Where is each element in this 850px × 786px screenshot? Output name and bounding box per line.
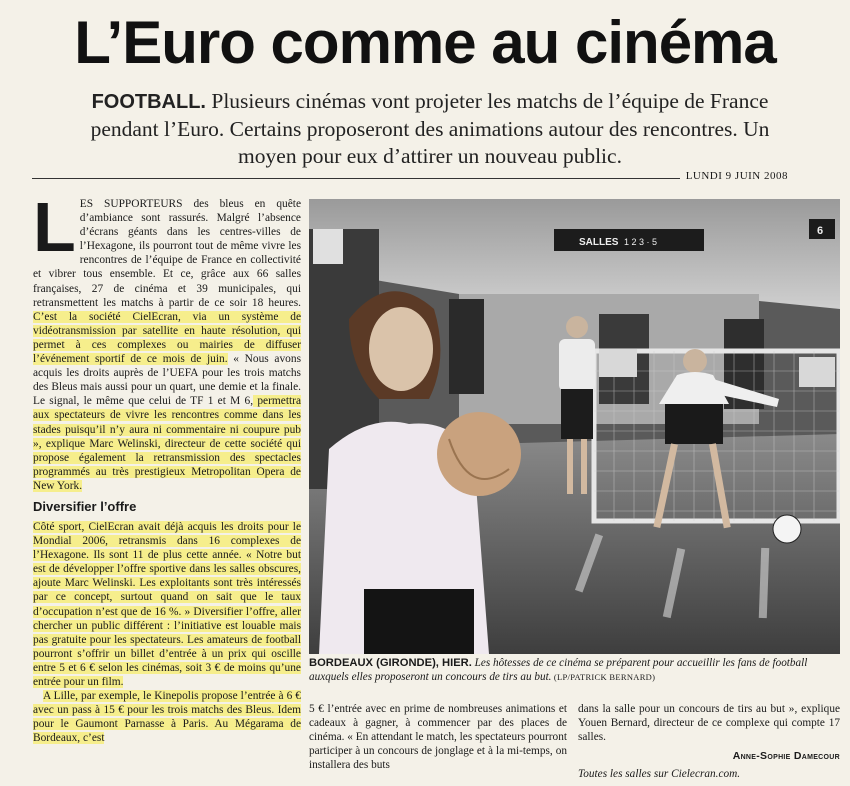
header-rule bbox=[32, 178, 788, 179]
football-held bbox=[437, 412, 521, 496]
paragraph-1-highlight-2: permettra aux spectateurs de vivre les rencontres comme dans les stades puisqu’il n’y aura ni commentaire ni coupure pub », explique Marc Welinski, directeur de cette société qui propose également la retransmission des spectacles programmés au très prestigieux Metropolitan Opera de New York. bbox=[33, 395, 301, 492]
caption-credit: (LP/PATRICK BERNARD) bbox=[551, 671, 656, 682]
football-floor bbox=[773, 515, 801, 543]
article-photo bbox=[309, 199, 840, 654]
paragraph-1-highlight: C’est la société CielEcran, via un système de vidéotransmission par satellite en haute résolution, qui permet à ces complexes ou mairies de diffuser l’événement sportif de ce mois de juin. bbox=[33, 310, 301, 366]
hall-number: 6 bbox=[817, 225, 824, 237]
article-column-3 bbox=[578, 702, 840, 781]
dropcap: L bbox=[33, 197, 76, 266]
column-2-text: 5 € l’entrée avec en prime de nombreuses animations et cadeaux à gagner, à commencer par des places de cinéma. « En attendant le match, les spectateurs pourront participer à un concours de jonglage et à la mi-temps, on installera des buts bbox=[309, 703, 567, 771]
subhead: Diversifier l’offre bbox=[33, 498, 137, 514]
photo-caption bbox=[309, 657, 840, 684]
standfirst bbox=[80, 88, 780, 170]
author-byline: Anne-Sophie Damecour bbox=[732, 750, 840, 762]
salles-sign-label: SALLES bbox=[579, 237, 619, 248]
paragraph-3: A Lille, par exemple, le Kinepolis propose l’entrée à 6 € avec un pass à 15 € pour les trois matchs des Bleus. Idem pour le Gaumont Parnasse à Paris. Au Mégarama de Bordeaux, c’est bbox=[33, 690, 301, 745]
photo-illustration bbox=[309, 199, 840, 654]
column-3-text: dans la salle pour un concours de tirs au but », explique Youen Bernard, directeur de ce complexe qui compte 17 salles. bbox=[578, 703, 840, 743]
article-column-2 bbox=[309, 702, 567, 772]
paragraph-1a: ES SUPPORTEURS des bleus en quête d’ambiance sont rassurés. Malgré l’absence d’écrans géants dans les centres-villes de l’Hexagone, ils pourront tout de même vivre les rencontres de l’équipe de France en collectivité et vibrer tous ensemble. Et ce, grâce aux 66 salles françaises, 27 de cinéma et 39 municipales, qui retransmettent les matchs à partir de ce soir 18 heures. bbox=[33, 198, 301, 309]
footnote-link-text: Toutes les salles sur Cielecran.com. bbox=[578, 768, 741, 780]
paragraph-1b: « Nous avons acquis les droits auprès de l’UEFA pour les trois matchs des Bleus mais aussi pour un quart, une demie et la finale. Le signal, le même que celui de TF 1 et M 6, bbox=[33, 353, 301, 408]
dateline: LUNDI 9 JUIN 2008 bbox=[680, 170, 788, 182]
caption-text: Les hôtesses de ce cinéma se préparent pour accueillir les fans de football auxquels elles proposeront un concours de tirs au but. bbox=[309, 657, 808, 683]
salles-sign-numbers: 1 2 3 · 5 bbox=[624, 237, 658, 247]
paragraph-2: Côté sport, CielEcran avait déjà acquis les droits pour le Mondial 2006, retransmis dans 16 complexes de l’Hexagone. Ils sont 11 de plus cette année. « Notre but est de développer l’offre sportive dans les salles obscures, ajoute Marc Welinski. Les exploitants sont très intéressés par ce concept, surtout quand on sait que le taux d’occupation n’est que de 16 %. » Diversifier l’offre, aller chercher un public différent : l’initiative est louable mais pas gratuite pour les spectateurs. Les amateurs de football pourront s’offrir un billet d’entrée à un prix qui oscille entre 5 et 6 € selon les cinémas, soit 3 € de moins qu’une entrée pour un film. bbox=[33, 520, 301, 688]
article-column-1 bbox=[33, 197, 301, 777]
caption-place: BORDEAUX (GIRONDE), HIER. bbox=[309, 657, 472, 669]
standfirst-kicker: FOOTBALL. bbox=[91, 91, 206, 113]
headline: L’Euro comme au cinéma bbox=[74, 9, 776, 76]
standfirst-text: Plusieurs cinémas vont projeter les matchs de l’équipe de France pendant l’Euro. Certains proposeront des animations autour des rencontres. Un moyen pour eux d’attirer un nouveau public. bbox=[90, 89, 770, 168]
